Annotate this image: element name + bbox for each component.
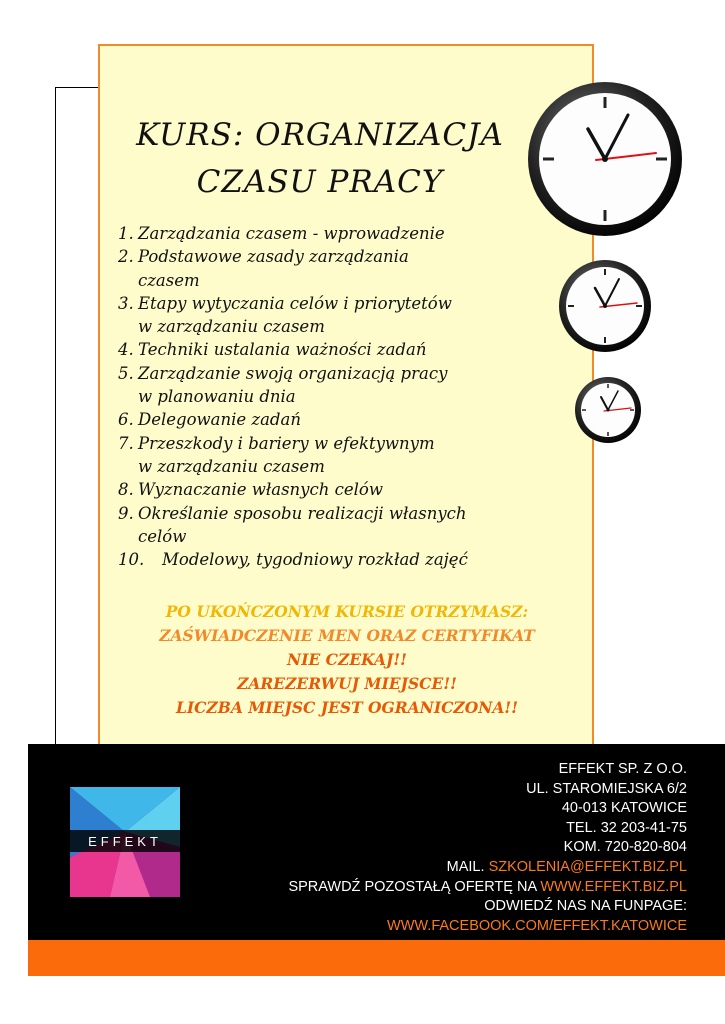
list-item: [118, 478, 538, 501]
list-item-text: Podstawowe zasady zarządzania czasem: [138, 247, 409, 290]
page-title: [110, 112, 530, 206]
mail-row: [127, 858, 687, 878]
footer-orange-band: [28, 940, 725, 976]
logo-text: EFFEKT: [88, 834, 162, 849]
clock-icon-small: [574, 376, 642, 444]
list-item-number: 1.: [118, 224, 134, 243]
title-line-1: KURS: ORGANIZACJA: [136, 117, 504, 153]
title-line-2: CZASU PRACY: [196, 164, 444, 200]
list-item-number: 4.: [118, 340, 134, 360]
list-item-text: Modelowy, tygodniowy rozkład zajęć: [162, 550, 468, 570]
list-item-text: Wyznaczanie własnych celów: [138, 480, 383, 500]
funpage-link[interactable]: WWW.FACEBOOK.COM/EFFEKT.KATOWICE: [387, 917, 687, 934]
list-item-text: Zarządzanie swoją organizacją pracy w planowaniu dnia: [138, 363, 448, 407]
list-item: [118, 222, 538, 245]
list-item-text: Delegowanie zadań: [138, 410, 301, 430]
list-item-text: Określanie sposobu realizacji własnych celów: [138, 503, 467, 546]
list-item-number: 2.: [118, 247, 134, 267]
list-item-number: 9.: [118, 503, 134, 523]
list-item: [118, 502, 538, 549]
offer-link[interactable]: WWW.EFFEKT.BIZ.PL: [540, 878, 687, 895]
mobile-number: KOM. 720-820-804: [563, 839, 687, 856]
offer-row: [127, 878, 687, 898]
promo-block: [104, 600, 590, 720]
clock-icon-large: [526, 80, 684, 238]
list-item: [118, 338, 538, 361]
list-item-text: Etapy wytyczania celów i priorytetów w zarządzaniu czasem: [138, 293, 452, 337]
topic-list: [118, 222, 538, 571]
contact-block: [127, 760, 687, 936]
list-item-text: Przeszkody i bariery w efektywnym w zarządzaniu czasem: [138, 433, 435, 476]
promo-line-3: NIE CZEKAJ!!: [287, 650, 407, 669]
company-name: EFFEKT SP. Z O.O.: [558, 761, 687, 777]
phone-number: TEL. 32 203-41-75: [566, 819, 687, 836]
list-item-number: 7.: [118, 433, 134, 453]
promo-line-1: PO UKOŃCZONYM KURSIE OTRZYMASZ:: [165, 602, 529, 621]
list-item: [118, 292, 538, 339]
list-item-number: 8.: [118, 480, 134, 500]
list-item: [118, 362, 538, 409]
mail-link[interactable]: SZKOLENIA@EFFEKT.BIZ.PL: [488, 858, 687, 875]
promo-line-5: LICZBA MIEJSC JEST OGRANICZONA!!: [175, 698, 519, 717]
list-item-number: 3.: [118, 293, 134, 313]
mail-label: MAIL.: [446, 858, 489, 875]
funpage-label: ODWIEDŹ NAS NA FUNPAGE:: [484, 898, 687, 915]
promo-line-2: ZAŚWIADCZENIE MEN ORAZ CERTYFIKAT: [159, 626, 535, 645]
list-item-number: 6.: [118, 410, 134, 430]
clock-icon-medium: [557, 258, 653, 354]
list-item-text: Zarządzania czasem - wprowadzenie: [138, 224, 445, 243]
list-item-number: 5.: [118, 363, 134, 383]
list-item: [118, 245, 538, 292]
city-address: 40-013 KATOWICE: [561, 800, 687, 817]
list-item: [118, 548, 538, 571]
offer-label: SPRAWDŹ POZOSTAŁĄ OFERTĘ NA: [288, 878, 541, 895]
list-item: [118, 408, 538, 431]
list-item-text: Techniki ustalania ważności zadań: [138, 340, 427, 360]
list-item-number: 10.: [118, 550, 145, 570]
street-address: UL. STAROMIEJSKA 6/2: [526, 780, 687, 797]
list-item: [118, 432, 538, 479]
promo-line-4: ZAREZERWUJ MIEJSCE!!: [237, 674, 457, 693]
